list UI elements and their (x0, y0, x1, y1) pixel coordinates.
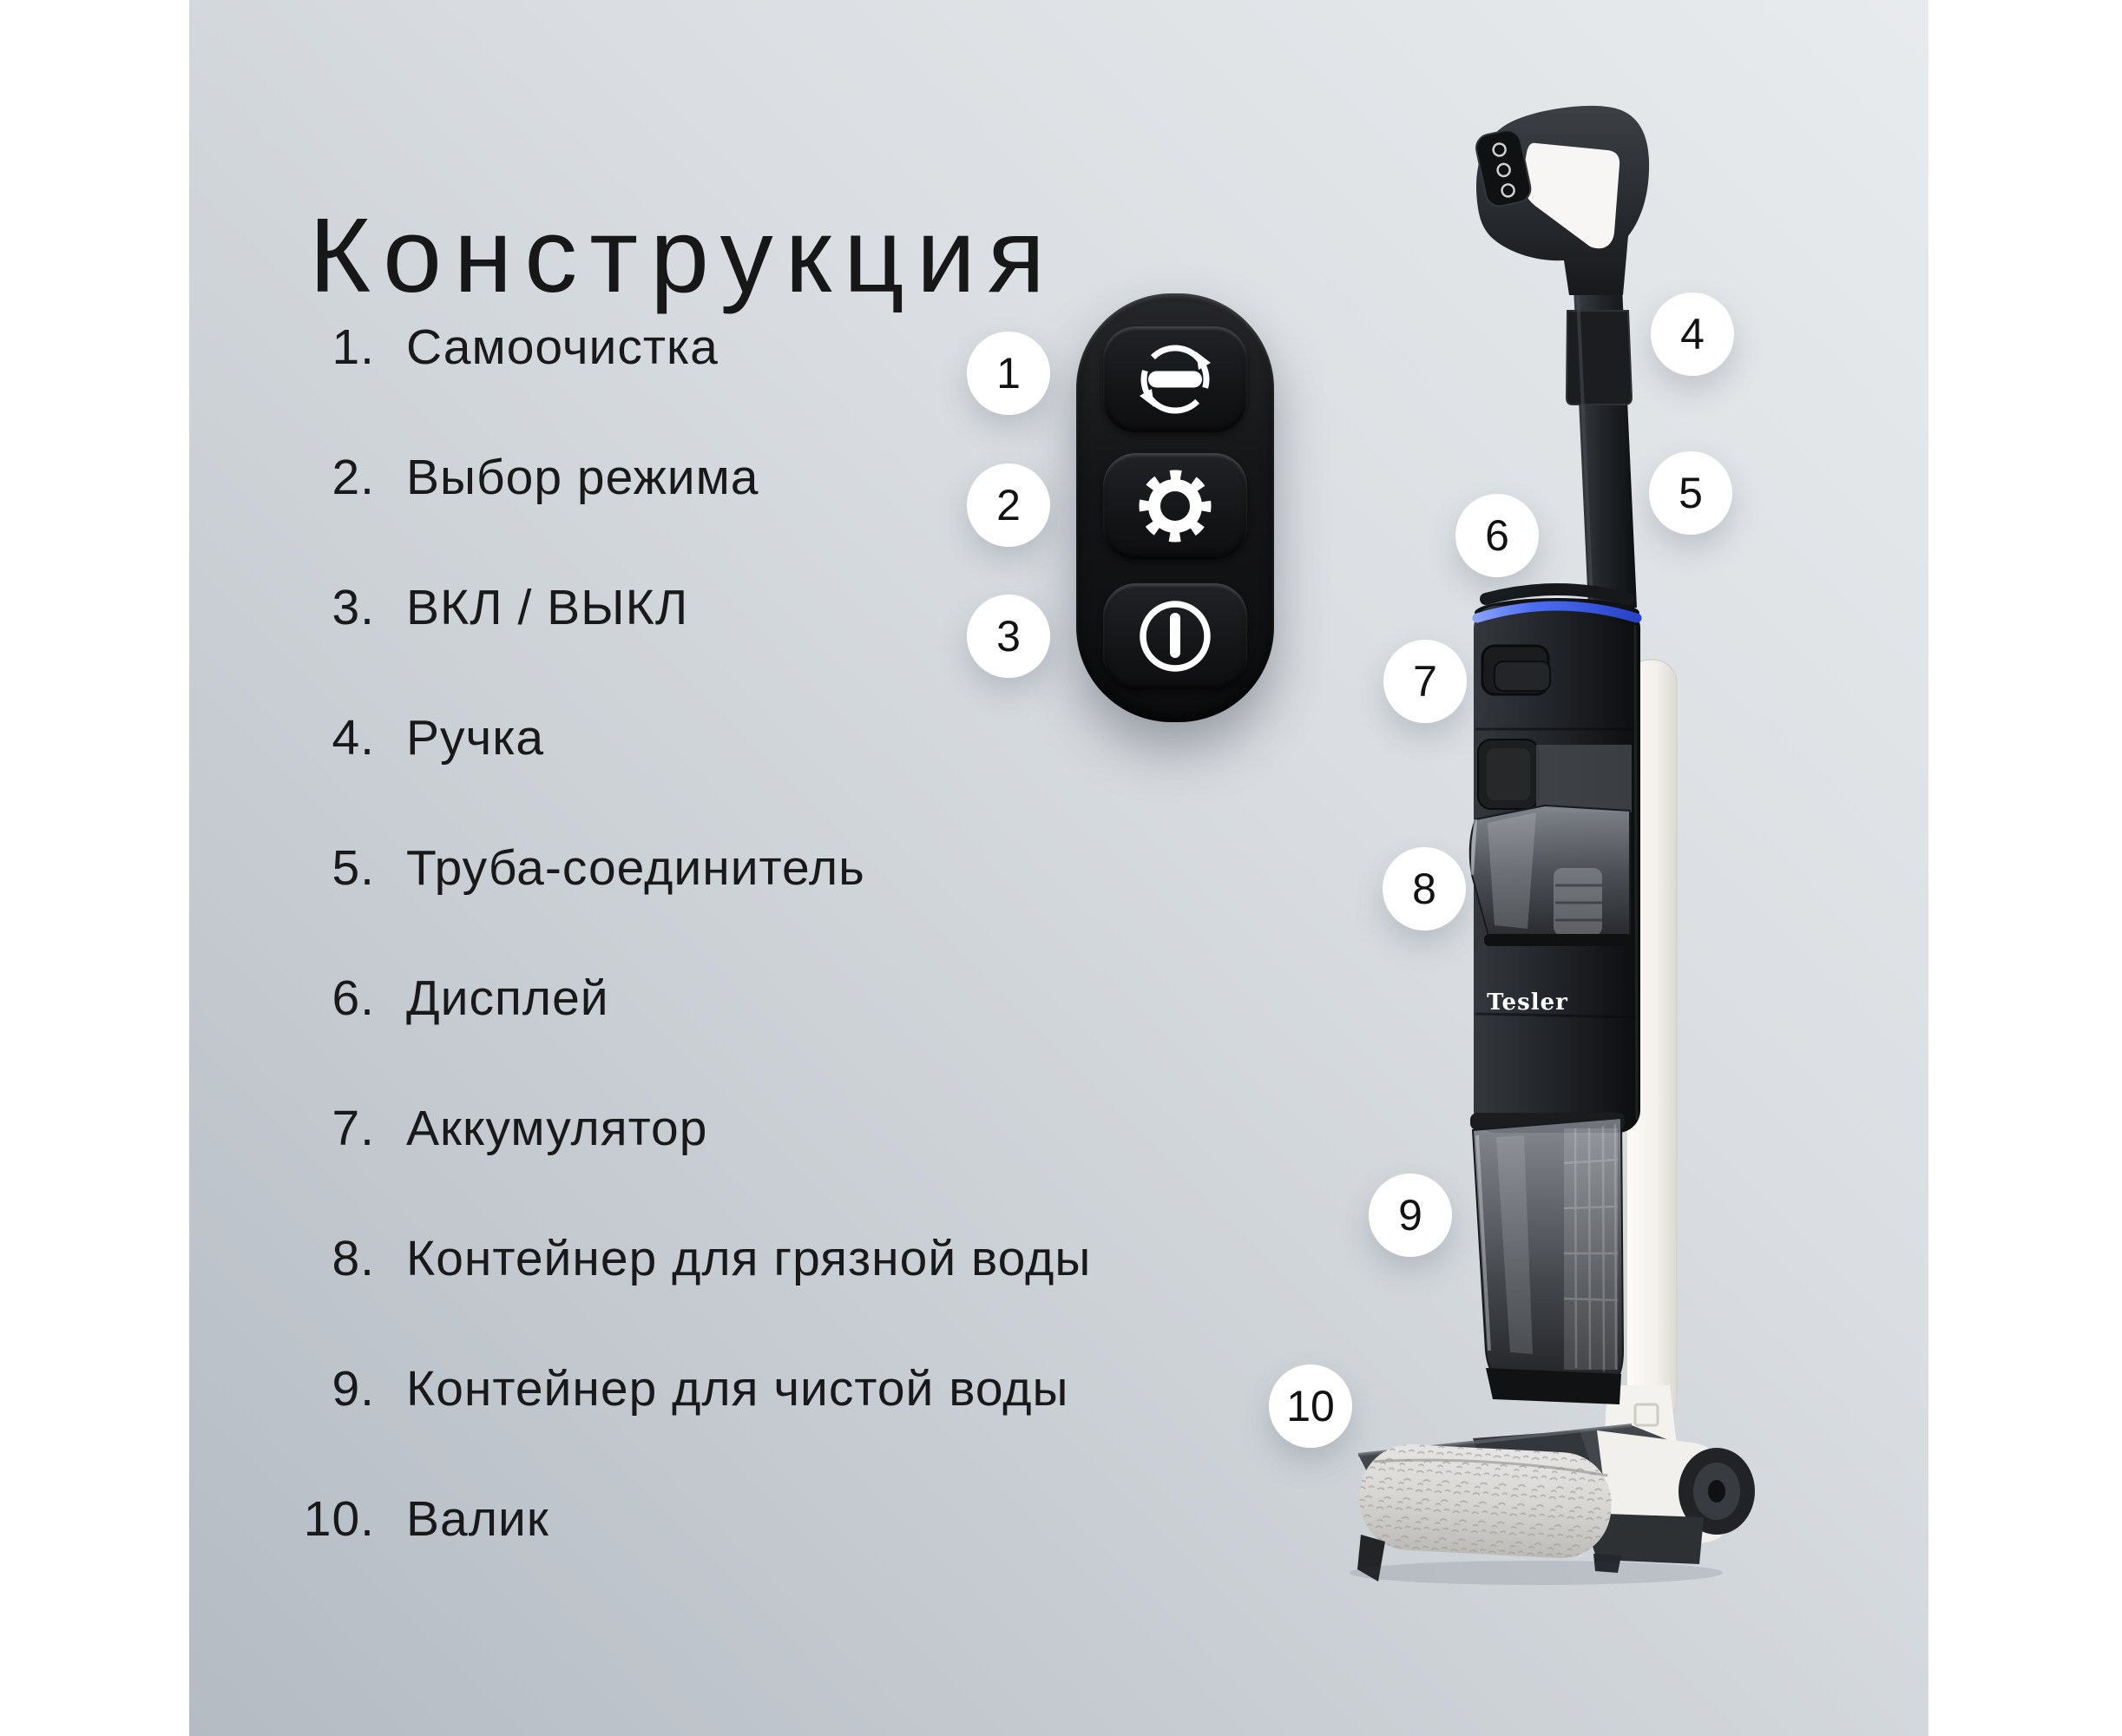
tank-inlet-slot (1487, 748, 1530, 800)
list-item-number: 3. (332, 580, 375, 635)
list-item-label: Валик (406, 1491, 549, 1547)
tank-base-seal (1484, 934, 1632, 946)
power-icon (1130, 591, 1220, 681)
list-item-number: 2. (332, 450, 375, 505)
ground-shadow (1350, 1561, 1723, 1585)
list-item-number: 6. (332, 970, 375, 1026)
body-edge-highlight (1635, 625, 1637, 1120)
list-item-label: Контейнер для чистой воды (406, 1361, 1069, 1417)
list-item (295, 933, 1091, 1063)
list-item-number: 5. (332, 840, 375, 896)
connector-tube (1567, 286, 1637, 608)
mode-gear-icon (1130, 461, 1220, 551)
rear-wheel-hub (1708, 1480, 1725, 1503)
list-item-number: 4. (332, 710, 375, 766)
list-item-label: Контейнер для грязной воды (406, 1231, 1092, 1286)
list-item (295, 1194, 1091, 1324)
list-item-label: ВКЛ / ВЫКЛ (406, 580, 689, 635)
mode-select-button (1103, 453, 1247, 559)
list-item-label: Самоочистка (406, 319, 719, 375)
list-item-number: 9. (332, 1361, 375, 1417)
callout-9: 9 (1369, 1174, 1452, 1257)
callout-3: 3 (967, 595, 1050, 678)
floor-head (1350, 1425, 1755, 1585)
callout-10: 10 (1269, 1364, 1352, 1448)
tank-upper-column (1536, 745, 1632, 812)
callout-2: 2 (967, 464, 1050, 547)
list-item-label: Аккумулятор (406, 1101, 708, 1156)
list-item-label: Ручка (406, 710, 545, 766)
callout-6: 6 (1455, 494, 1539, 577)
handle (1474, 106, 1649, 295)
callout-1: 1 (967, 332, 1050, 415)
callout-8: 8 (1383, 847, 1466, 930)
parts-list (295, 282, 1091, 1584)
self-clean-button (1103, 326, 1247, 432)
roller-brush (1357, 1442, 1614, 1561)
self-clean-icon (1130, 334, 1220, 424)
tube-connector-sleeve (1567, 311, 1632, 404)
control-panel-closeup (1076, 293, 1274, 722)
callout-4: 4 (1651, 293, 1734, 376)
list-item (295, 1454, 1091, 1584)
list-item-label: Труба-соединитель (406, 840, 865, 896)
list-item-number: 7. (332, 1101, 375, 1156)
page-title: Конструкция (309, 195, 1058, 314)
list-item-number: 1. (332, 319, 375, 375)
callout-7: 7 (1383, 640, 1467, 723)
list-item (295, 1063, 1091, 1194)
list-item-number: 10. (303, 1491, 375, 1547)
list-item (295, 1324, 1091, 1454)
list-item (295, 803, 1091, 933)
list-item-label: Выбор режима (406, 450, 759, 505)
list-item-label: Дисплей (406, 970, 609, 1026)
dirty-water-tank (1470, 740, 1632, 946)
battery (1482, 646, 1550, 694)
callout-5: 5 (1649, 451, 1732, 535)
list-item-number: 8. (332, 1231, 375, 1286)
brand-logo: Tesler (1487, 990, 1568, 1016)
list-item (295, 673, 1091, 803)
clean-tank-cap (1486, 1368, 1621, 1404)
battery-latch (1495, 661, 1550, 691)
clean-water-tank (1470, 1113, 1625, 1404)
body-top-rim (1486, 589, 1628, 599)
power-button (1103, 583, 1247, 689)
